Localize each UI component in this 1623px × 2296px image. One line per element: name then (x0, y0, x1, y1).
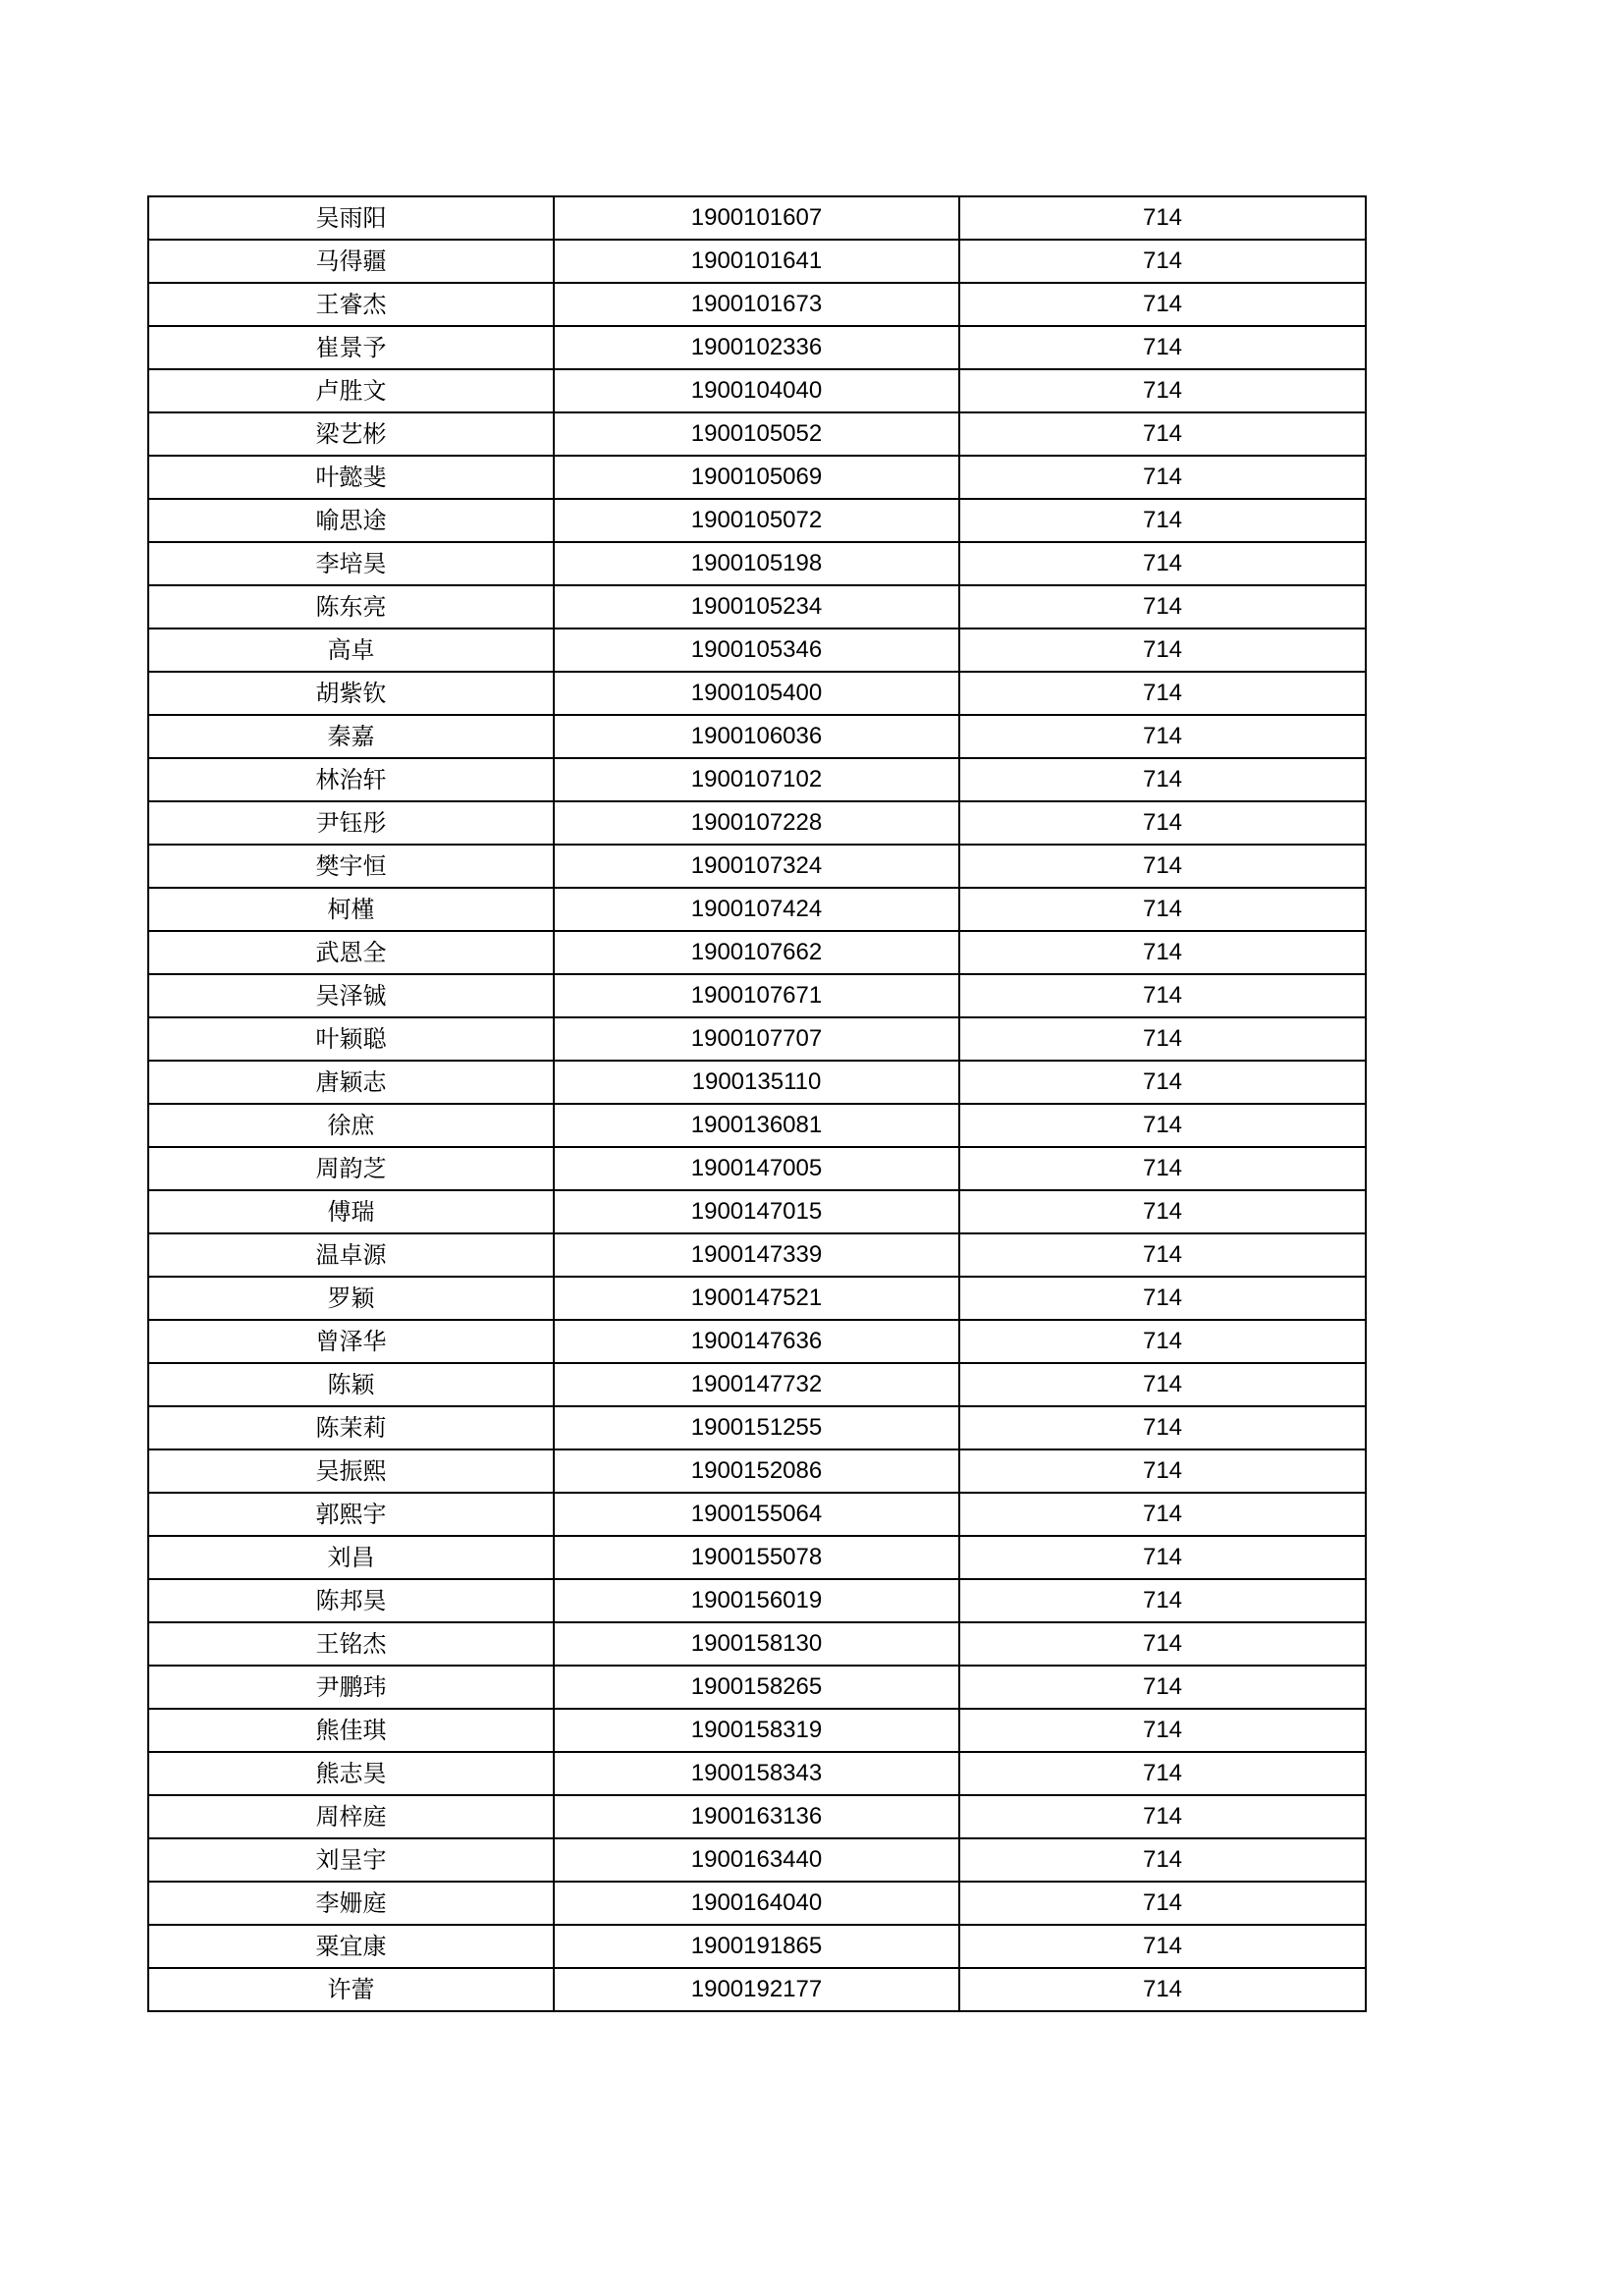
student-id-cell: 1900107671 (554, 974, 959, 1017)
student-id-cell: 1900155078 (554, 1536, 959, 1579)
score-cell: 714 (959, 1190, 1366, 1233)
score-cell: 714 (959, 1277, 1366, 1320)
student-id-cell: 1900107102 (554, 758, 959, 801)
student-id-cell: 1900191865 (554, 1925, 959, 1968)
student-id-cell: 1900135110 (554, 1061, 959, 1104)
name-cell: 尹鹏玮 (148, 1666, 554, 1709)
table-row (148, 845, 1366, 888)
table-row (148, 196, 1366, 240)
name-cell: 唐颖志 (148, 1061, 554, 1104)
student-id-cell: 1900105072 (554, 499, 959, 542)
score-cell: 714 (959, 1493, 1366, 1536)
table-row (148, 1579, 1366, 1622)
table-row (148, 1968, 1366, 2011)
student-id-cell: 1900155064 (554, 1493, 959, 1536)
student-id-cell: 1900107707 (554, 1017, 959, 1061)
table-row (148, 1752, 1366, 1795)
name-cell: 樊宇恒 (148, 845, 554, 888)
name-cell: 林治轩 (148, 758, 554, 801)
table-row (148, 758, 1366, 801)
name-cell: 周梓庭 (148, 1795, 554, 1838)
score-cell: 714 (959, 1363, 1366, 1406)
student-id-cell: 1900105400 (554, 672, 959, 715)
score-cell: 714 (959, 369, 1366, 412)
name-cell: 叶懿斐 (148, 456, 554, 499)
student-id-cell: 1900105052 (554, 412, 959, 456)
score-cell: 714 (959, 1666, 1366, 1709)
name-cell: 徐庶 (148, 1104, 554, 1147)
student-id-cell: 1900147636 (554, 1320, 959, 1363)
student-id-cell: 1900101641 (554, 240, 959, 283)
table-row (148, 1406, 1366, 1449)
student-id-cell: 1900107662 (554, 931, 959, 974)
score-cell: 714 (959, 1536, 1366, 1579)
student-id-cell: 1900156019 (554, 1579, 959, 1622)
table-row (148, 672, 1366, 715)
score-cell: 714 (959, 542, 1366, 585)
name-cell: 粟宜康 (148, 1925, 554, 1968)
name-cell: 刘呈宇 (148, 1838, 554, 1882)
table-row (148, 499, 1366, 542)
name-cell: 高卓 (148, 629, 554, 672)
student-id-cell: 1900152086 (554, 1449, 959, 1493)
score-cell: 714 (959, 931, 1366, 974)
student-id-cell: 1900147521 (554, 1277, 959, 1320)
score-cell: 714 (959, 1882, 1366, 1925)
score-table (147, 195, 1367, 2012)
table-row (148, 369, 1366, 412)
name-cell: 陈颖 (148, 1363, 554, 1406)
name-cell: 秦嘉 (148, 715, 554, 758)
student-id-cell: 1900107324 (554, 845, 959, 888)
table-row (148, 1233, 1366, 1277)
student-id-cell: 1900164040 (554, 1882, 959, 1925)
table-row (148, 629, 1366, 672)
table-row (148, 1277, 1366, 1320)
score-cell: 714 (959, 456, 1366, 499)
table-row (148, 1320, 1366, 1363)
student-id-cell: 1900107228 (554, 801, 959, 845)
score-cell: 714 (959, 585, 1366, 629)
student-id-cell: 1900163136 (554, 1795, 959, 1838)
table-row (148, 715, 1366, 758)
table-row (148, 1882, 1366, 1925)
table-row (148, 931, 1366, 974)
score-cell: 714 (959, 412, 1366, 456)
student-id-cell: 1900101607 (554, 196, 959, 240)
name-cell: 周韵芝 (148, 1147, 554, 1190)
score-cell: 714 (959, 1925, 1366, 1968)
name-cell: 许蕾 (148, 1968, 554, 2011)
name-cell: 郭熙宇 (148, 1493, 554, 1536)
score-table-body (148, 196, 1366, 2011)
table-row (148, 412, 1366, 456)
name-cell: 吴雨阳 (148, 196, 554, 240)
student-id-cell: 1900147732 (554, 1363, 959, 1406)
table-row (148, 1925, 1366, 1968)
table-row (148, 542, 1366, 585)
name-cell: 罗颖 (148, 1277, 554, 1320)
score-cell: 714 (959, 1233, 1366, 1277)
score-cell: 714 (959, 499, 1366, 542)
student-id-cell: 1900102336 (554, 326, 959, 369)
score-cell: 714 (959, 1622, 1366, 1666)
name-cell: 崔景予 (148, 326, 554, 369)
score-cell: 714 (959, 1709, 1366, 1752)
name-cell: 喻思途 (148, 499, 554, 542)
student-id-cell: 1900158343 (554, 1752, 959, 1795)
name-cell: 熊志昊 (148, 1752, 554, 1795)
score-cell: 714 (959, 1104, 1366, 1147)
score-cell: 714 (959, 1449, 1366, 1493)
table-row (148, 283, 1366, 326)
student-id-cell: 1900105346 (554, 629, 959, 672)
name-cell: 柯槿 (148, 888, 554, 931)
name-cell: 吴泽铖 (148, 974, 554, 1017)
name-cell: 陈邦昊 (148, 1579, 554, 1622)
score-cell: 714 (959, 715, 1366, 758)
table-row (148, 1017, 1366, 1061)
table-row (148, 585, 1366, 629)
score-cell: 714 (959, 1579, 1366, 1622)
student-id-cell: 1900105234 (554, 585, 959, 629)
name-cell: 温卓源 (148, 1233, 554, 1277)
score-cell: 714 (959, 629, 1366, 672)
score-cell: 714 (959, 1795, 1366, 1838)
table-row (148, 1061, 1366, 1104)
score-cell: 714 (959, 888, 1366, 931)
score-cell: 714 (959, 672, 1366, 715)
table-row (148, 1190, 1366, 1233)
table-row (148, 1795, 1366, 1838)
student-id-cell: 1900158130 (554, 1622, 959, 1666)
score-cell: 714 (959, 1017, 1366, 1061)
name-cell: 曾泽华 (148, 1320, 554, 1363)
name-cell: 王睿杰 (148, 283, 554, 326)
student-id-cell: 1900136081 (554, 1104, 959, 1147)
score-cell: 714 (959, 1968, 1366, 2011)
name-cell: 李培昊 (148, 542, 554, 585)
score-cell: 714 (959, 801, 1366, 845)
student-id-cell: 1900147005 (554, 1147, 959, 1190)
name-cell: 陈茉莉 (148, 1406, 554, 1449)
name-cell: 王铭杰 (148, 1622, 554, 1666)
name-cell: 傅瑞 (148, 1190, 554, 1233)
score-cell: 714 (959, 196, 1366, 240)
student-id-cell: 1900192177 (554, 1968, 959, 2011)
table-row (148, 1147, 1366, 1190)
name-cell: 陈东亮 (148, 585, 554, 629)
name-cell: 马得疆 (148, 240, 554, 283)
table-row (148, 1536, 1366, 1579)
student-id-cell: 1900158319 (554, 1709, 959, 1752)
name-cell: 卢胜文 (148, 369, 554, 412)
table-row (148, 1493, 1366, 1536)
table-row (148, 456, 1366, 499)
student-id-cell: 1900163440 (554, 1838, 959, 1882)
name-cell: 胡紫钦 (148, 672, 554, 715)
table-row (148, 1363, 1366, 1406)
table-row (148, 1666, 1366, 1709)
table-row (148, 326, 1366, 369)
student-id-cell: 1900158265 (554, 1666, 959, 1709)
name-cell: 吴振熙 (148, 1449, 554, 1493)
table-row (148, 1709, 1366, 1752)
score-cell: 714 (959, 1061, 1366, 1104)
score-cell: 714 (959, 845, 1366, 888)
name-cell: 梁艺彬 (148, 412, 554, 456)
score-cell: 714 (959, 1320, 1366, 1363)
student-id-cell: 1900147015 (554, 1190, 959, 1233)
name-cell: 刘昌 (148, 1536, 554, 1579)
score-cell: 714 (959, 758, 1366, 801)
score-cell: 714 (959, 240, 1366, 283)
score-cell: 714 (959, 283, 1366, 326)
name-cell: 李姗庭 (148, 1882, 554, 1925)
score-cell: 714 (959, 1838, 1366, 1882)
score-cell: 714 (959, 1752, 1366, 1795)
student-id-cell: 1900101673 (554, 283, 959, 326)
score-cell: 714 (959, 974, 1366, 1017)
name-cell: 尹钰彤 (148, 801, 554, 845)
table-row (148, 801, 1366, 845)
student-id-cell: 1900106036 (554, 715, 959, 758)
table-row (148, 974, 1366, 1017)
table-row (148, 1622, 1366, 1666)
name-cell: 叶颖聪 (148, 1017, 554, 1061)
name-cell: 熊佳琪 (148, 1709, 554, 1752)
table-row (148, 1449, 1366, 1493)
student-id-cell: 1900151255 (554, 1406, 959, 1449)
student-id-cell: 1900105069 (554, 456, 959, 499)
table-row (148, 240, 1366, 283)
student-id-cell: 1900107424 (554, 888, 959, 931)
table-row (148, 1838, 1366, 1882)
score-cell: 714 (959, 1406, 1366, 1449)
student-id-cell: 1900104040 (554, 369, 959, 412)
table-row (148, 888, 1366, 931)
student-id-cell: 1900147339 (554, 1233, 959, 1277)
score-cell: 714 (959, 326, 1366, 369)
score-cell: 714 (959, 1147, 1366, 1190)
name-cell: 武恩全 (148, 931, 554, 974)
table-row (148, 1104, 1366, 1147)
student-id-cell: 1900105198 (554, 542, 959, 585)
